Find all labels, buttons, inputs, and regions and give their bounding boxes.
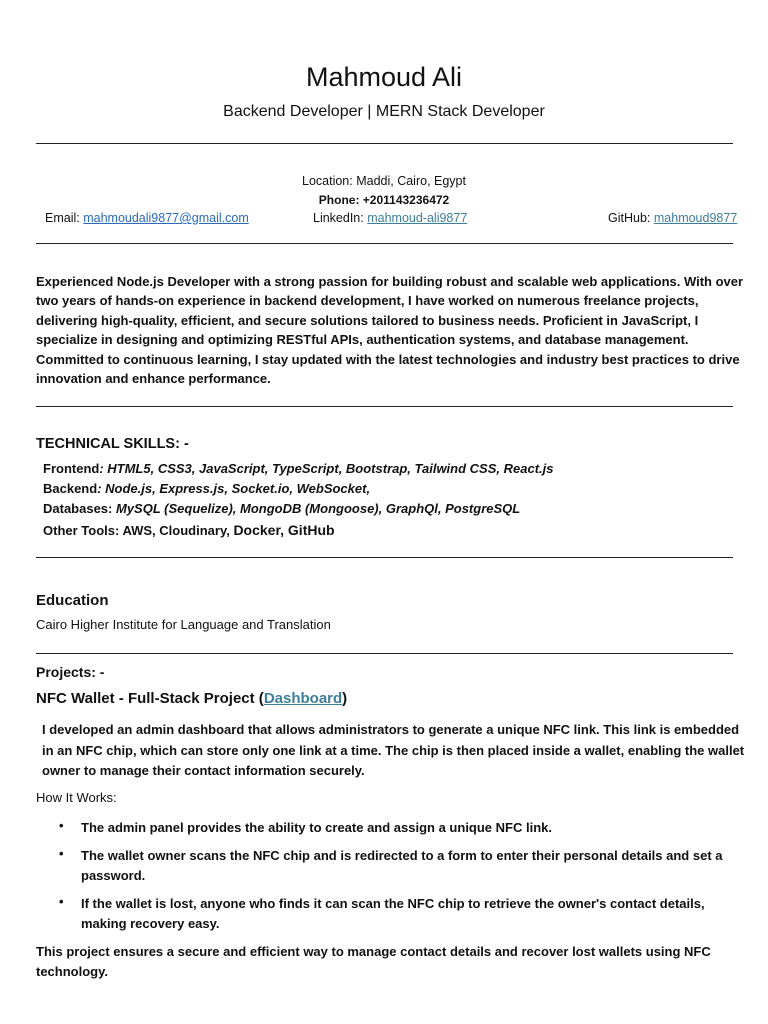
divider [36,243,733,244]
project-closing: This project ensures a secure and efficient way to manage contact details and recover lost wallets using NFC technology. [36,944,711,979]
location-text: Location: Maddi, Cairo, Egypt [302,174,466,188]
professional-summary: Experienced Node.js Developer with a strong passion for building robust and scalable web applications. With over two years of hands-on experience in backend development, I have worked on numerous freelance projects, delivering high-quality, efficient, and secure solutions tailored to business needs. Proficient in JavaScript, I specialize in designing and optimizing RESTful APIs, authentication systems, and database management. Committed to continuous learning, I stay updated with the latest technologies and industry best practices to drive innovation and enhance performance. [36,274,744,387]
projects-heading: Projects: - [36,664,105,680]
candidate-name: Mahmoud Ali [305,62,463,92]
email-link[interactable]: mahmoudali9877@gmail.com [83,211,249,225]
bullet-marker: • [59,846,64,861]
skills-heading: TECHNICAL SKILLS: - [36,436,189,452]
divider [36,653,733,654]
skill-frontend-value: : HTML5, CSS3, JavaScript, TypeScript, Bootstrap, Tailwind CSS, React.js [99,461,554,476]
education-heading: Education [36,592,109,609]
linkedin-link[interactable]: mahmoud-ali9877 [367,211,468,225]
project-title-suffix: ) [342,690,348,707]
bullet-marker: • [59,818,64,833]
email-row [45,211,249,225]
linkedin-row [313,211,467,225]
github-label: GitHub: [608,211,651,225]
skill-databases [43,501,520,516]
project-title [36,690,347,707]
divider [36,557,733,558]
github-row [608,211,737,225]
phone-text: Phone: +201143236472 [318,193,450,207]
skill-backend-value: : Node.js, Express.js, Socket.io, WebSocket, [97,481,371,496]
skill-tools-label: Other Tools: [43,523,120,538]
skill-tools [43,522,335,538]
list-item: If the wallet is lost, anyone who finds it can scan the NFC chip to retrieve the owner's contact details, making recovery easy. [81,896,705,931]
job-title: Backend Developer | MERN Stack Developer [223,103,545,120]
skill-frontend-label: Frontend [43,461,100,476]
github-link[interactable]: mahmoud9877 [653,211,738,225]
list-item: The wallet owner scans the NFC chip and is redirected to a form to enter their personal details and set a password. [81,848,723,883]
list-item: The admin panel provides the ability to create and assign a unique NFC link. [81,820,552,835]
skill-databases-value: MySQL (Sequelize), MongoDB (Mongoose), GraphQl, PostgreSQL [112,501,521,516]
skill-backend-label: Backend [43,481,98,496]
project-title-prefix: NFC Wallet - Full-Stack Project ( [36,690,264,707]
how-it-works-heading: How It Works: [36,790,117,805]
email-label: Email: [45,211,80,225]
skill-backend [43,481,370,496]
education-institution: Cairo Higher Institute for Language and Translation [36,617,331,632]
divider [36,406,733,407]
skill-frontend [43,461,553,476]
skill-tools-value-2: Docker, GitHub [233,522,335,538]
linkedin-label: LinkedIn: [313,211,364,225]
divider [36,143,733,144]
project-description: I developed an admin dashboard that allows administrators to generate a unique NFC link. This link is embedded in an NFC chip, which can store only one link at a time. The chip is then placed inside a wallet, enabling the wallet owner to manage their contact information securely. [42,722,745,778]
skill-databases-label: Databases: [43,501,113,516]
skill-tools-value: AWS, Cloudinary, [119,523,234,538]
dashboard-link[interactable]: Dashboard [263,690,343,707]
bullet-marker: • [59,894,64,909]
